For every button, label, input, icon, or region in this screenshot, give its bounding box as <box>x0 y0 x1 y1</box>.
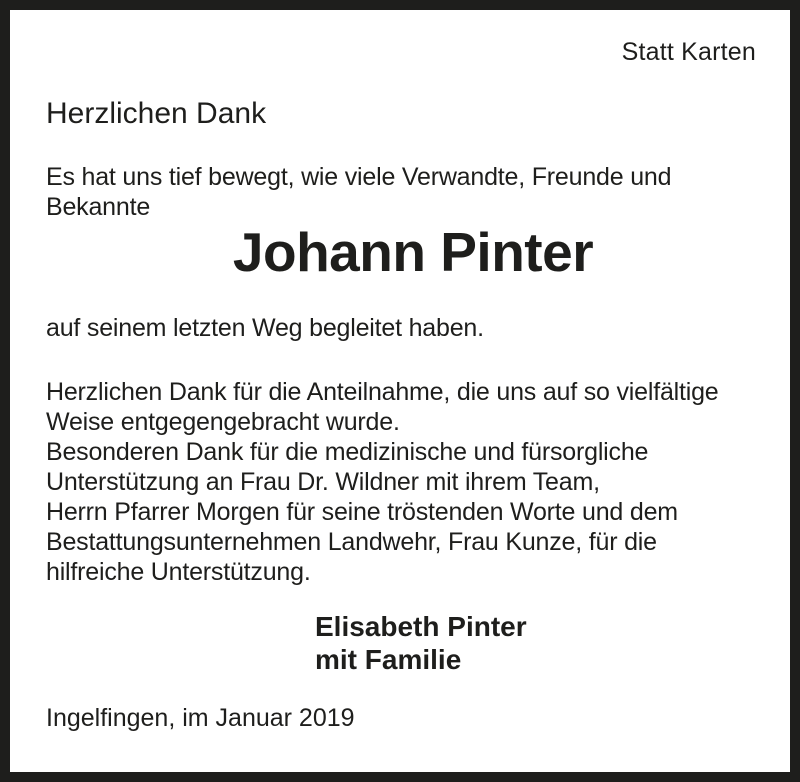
intro-paragraph <box>46 162 780 222</box>
after-name-line: auf seinem letzten Weg begleitet haben. <box>46 314 484 342</box>
signature-family: mit Familie <box>315 644 462 675</box>
thanks-line: Weise entgegengebracht wurde. <box>46 408 400 436</box>
salutation-heading: Herzlichen Dank <box>46 97 267 130</box>
thanks-line: Besonderen Dank für die medizinische und fürsorgliche <box>46 438 649 466</box>
place-date-line: Ingelfingen, im Januar 2019 <box>46 704 355 732</box>
statt-karten-label: Statt Karten <box>621 38 756 66</box>
thanks-line: Unterstützung an Frau Dr. Wildner mit ihrem Team, <box>46 468 600 496</box>
deceased-name: Johann Pinter <box>232 221 594 283</box>
intro-line: Bekannte <box>46 193 151 221</box>
intro-line: Es hat uns tief bewegt, wie viele Verwandte, Freunde und <box>46 163 672 191</box>
thanks-line: Herzlichen Dank für die Anteilnahme, die uns auf so vielfältige <box>46 378 719 406</box>
thanks-paragraph <box>46 377 780 587</box>
signature-name: Elisabeth Pinter <box>315 611 527 642</box>
signature-block <box>315 610 780 676</box>
thanks-line: Bestattungsunternehmen Landwehr, Frau Kunze, für die <box>46 528 657 556</box>
thanks-line: hilfreiche Unterstützung. <box>46 558 311 586</box>
thanks-line: Herrn Pfarrer Morgen für seine tröstenden Worte und dem <box>46 498 678 526</box>
